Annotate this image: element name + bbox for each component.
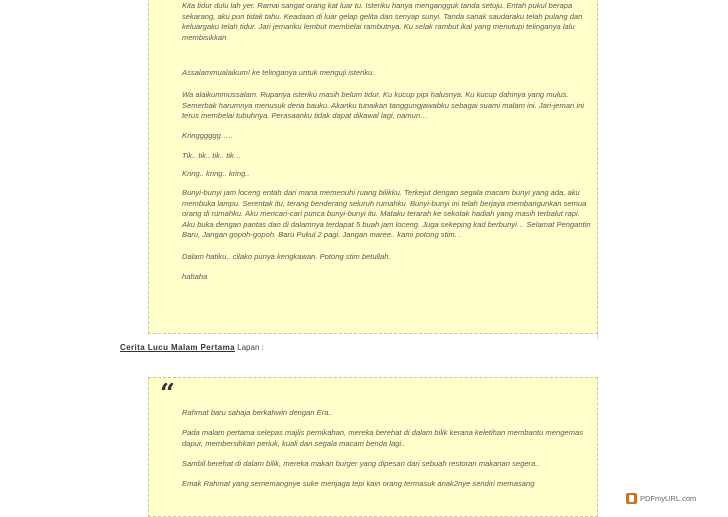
story-title-link[interactable]: Cerita Lucu Malam Pertama bbox=[120, 343, 235, 352]
story-paragraph: Tik.. tik.. tik.. tik… bbox=[182, 151, 242, 160]
story-title-suffix: Lapan : bbox=[234, 343, 264, 352]
story-paragraph: Assalammualaikum! ke telinganya untuk menguji isteriku. bbox=[182, 68, 375, 77]
story-paragraph: Pada malam pertama selepas majlis pernikahan, mereka berehat di dalam bilik kerana keletihan membantu mengemas dapur, membersihkan periuk, kuali dan segala macam benda lagi.. bbox=[182, 428, 583, 448]
story-paragraph: Rahmat baru sahaja berkahwin dengan Era.. bbox=[182, 408, 333, 417]
story-paragraph: Kring.. kring.. kring.. bbox=[182, 169, 250, 178]
section-heading bbox=[120, 343, 264, 352]
story-paragraph: Wa alaikummussalam. Rupanya isteriku masih belum tidur. Ku kucup pipi halusnya. Ku kucup dahinya yang mulus. Semerbak harumnya menusuk deria bauku. Akanku tunaikan tanggungjawabku sebagai suami malam ini. Jari-jemari ini terus membelai tubuhnya. Perasaanku tidak dapat dikawal lagi, namun… bbox=[182, 90, 584, 120]
story-paragraph: Sambil berehat di dalam bilik, mereka makan burger yang dipesan dari sebuah restoran makanan segera.. bbox=[182, 459, 540, 468]
pdf-icon bbox=[626, 493, 637, 504]
story-paragraph: Emak Rahmat yang sememangnye suke menjaga tepi kain orang termasuk anak2nye sendiri memasang bbox=[182, 479, 535, 488]
pdfmyurl-footer[interactable] bbox=[626, 493, 696, 504]
footer-label[interactable]: PDFmyURL.com bbox=[640, 494, 697, 503]
story-paragraph: Dalam hatiku.. cilako punya kengkawan. Potong stim betullah. bbox=[182, 252, 391, 261]
story-paragraph: Kringggggg….. bbox=[182, 131, 233, 140]
story-quote-box bbox=[148, 0, 598, 334]
quote-mark-icon: “ bbox=[160, 379, 175, 409]
story-paragraph: hahaha bbox=[182, 272, 208, 281]
story-paragraph: Bunyi-bunyi jam loceng entah dari mana memenuhi ruang bilikku. Terkejut dengan segala macam bunyi yang ada, aku membuka lampu. Serentak itu, terang benderang seluruh rumahku. Bunyi-bunyi ini telah berjaya membangunkan semua orang di rumahku. Aku mencari-cari punca bunyi-bunyi itu. Mataku terarah ke sekotak hadiah yang masih terbalut rapi. Aku buka dengan pantas dan di dalamnya terdapat 5 buah jam loceng. Juga sekeping kad berbunyi… Selamat Pengantin Baru, Jangan gopoh-gopoh. Baru Pukul 2 pagi. Jangan maree.. kami potong stim. . bbox=[182, 188, 591, 239]
story-quote-box bbox=[148, 377, 598, 517]
story-paragraph: Kita tidur dulu lah yer. Ramai sangat orang kat luar tu. Isteriku hanya mengangguk tanda setuju. Entah pukul berapa sekarang, aku pun tidak tahu. Keadaan di luar gelap gelita dan senyap sunyi. Tanda sanak saudaraku telah pulang dan keluargaku telah tidur. Jari jemariku lembut membelai rambutnya. Ku selak rambut ikal yang menutupi telinganya lalu membisikkan bbox=[182, 1, 583, 42]
